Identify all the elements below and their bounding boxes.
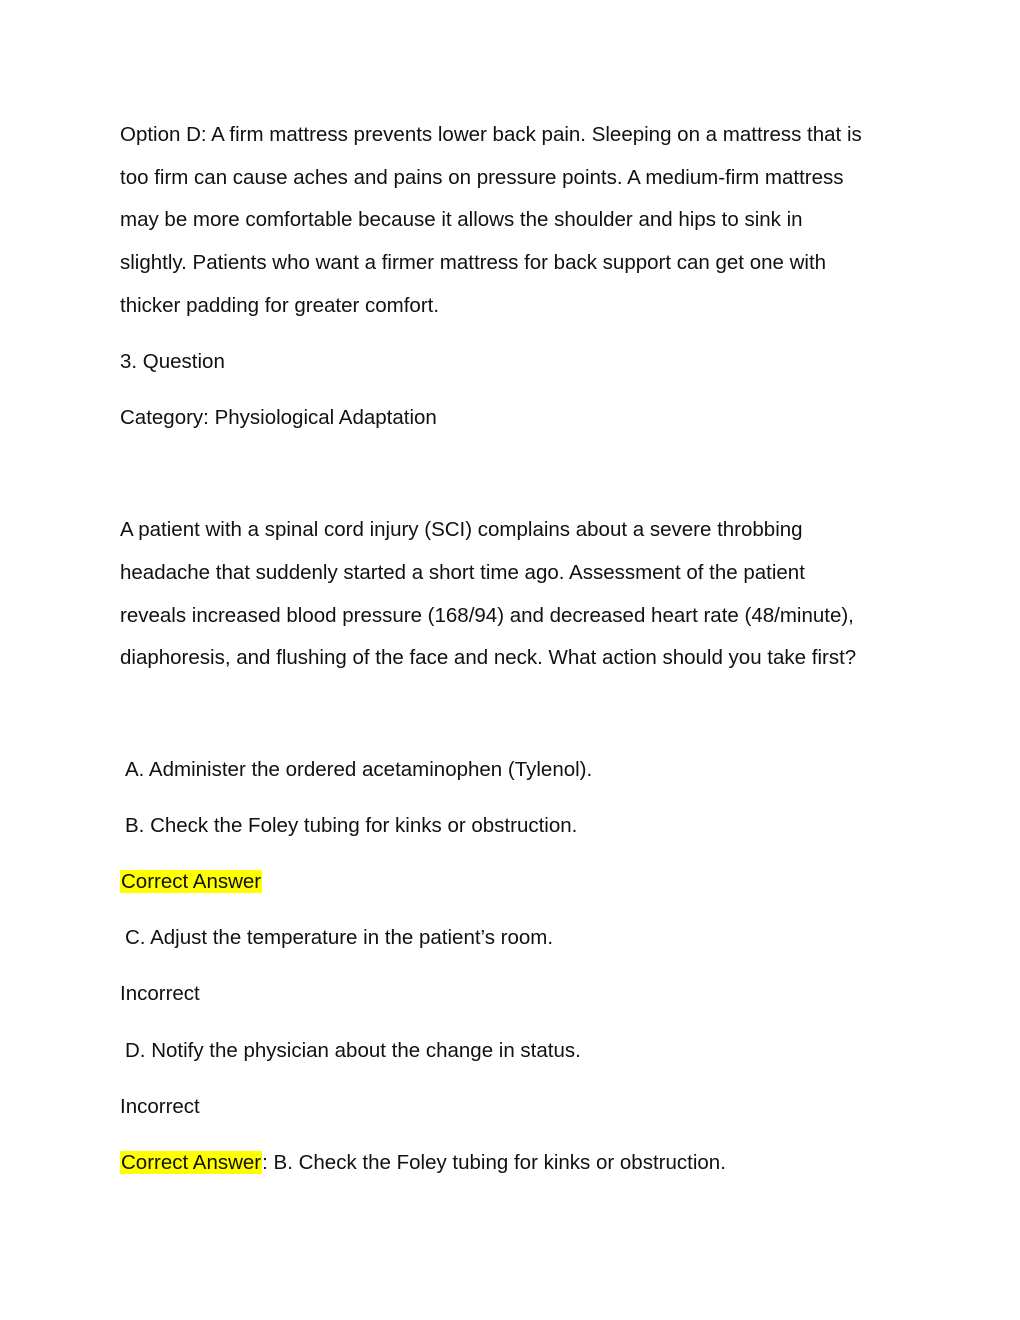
question-number: 3. Question	[120, 350, 225, 373]
question-category: Category: Physiological Adaptation	[120, 406, 437, 429]
final-answer	[120, 1149, 726, 1177]
explanation-line: slightly. Patients who want a firmer mattress for back support can get one with	[120, 251, 827, 274]
correct-answer-label: Correct Answer	[121, 1151, 262, 1174]
explanation-line: Option D: A firm mattress prevents lower back pain. Sleeping on a mattress that is	[120, 123, 862, 146]
question-stem-line: diaphoresis, and flushing of the face and neck. What action should you take first?	[120, 646, 857, 669]
answer-option-c: C. Adjust the temperature in the patient’s room.	[125, 926, 554, 949]
explanation-line: thicker padding for greater comfort.	[120, 294, 440, 317]
option-c-feedback: Incorrect	[120, 982, 200, 1005]
explanation-line: may be more comfortable because it allows the shoulder and hips to sink in	[120, 208, 803, 231]
answer-option-b: B. Check the Foley tubing for kinks or obstruction.	[125, 814, 578, 837]
explanation-line: too firm can cause aches and pains on pressure points. A medium-firm mattress	[120, 166, 844, 189]
question-stem-line: A patient with a spinal cord injury (SCI) complains about a severe throbbing	[120, 518, 803, 541]
question-stem-line: headache that suddenly started a short time ago. Assessment of the patient	[120, 561, 805, 584]
correct-answer-text: : B. Check the Foley tubing for kinks or obstruction.	[262, 1151, 726, 1174]
correct-answer-highlight: Correct Answer	[121, 870, 262, 893]
answer-option-a: A. Administer the ordered acetaminophen (Tylenol).	[125, 758, 593, 781]
question-stem-line: reveals increased blood pressure (168/94) and decreased heart rate (48/minute),	[120, 604, 854, 627]
option-b-feedback	[120, 868, 262, 896]
option-d-feedback: Incorrect	[120, 1095, 200, 1118]
answer-option-d: D. Notify the physician about the change in status.	[125, 1039, 581, 1062]
